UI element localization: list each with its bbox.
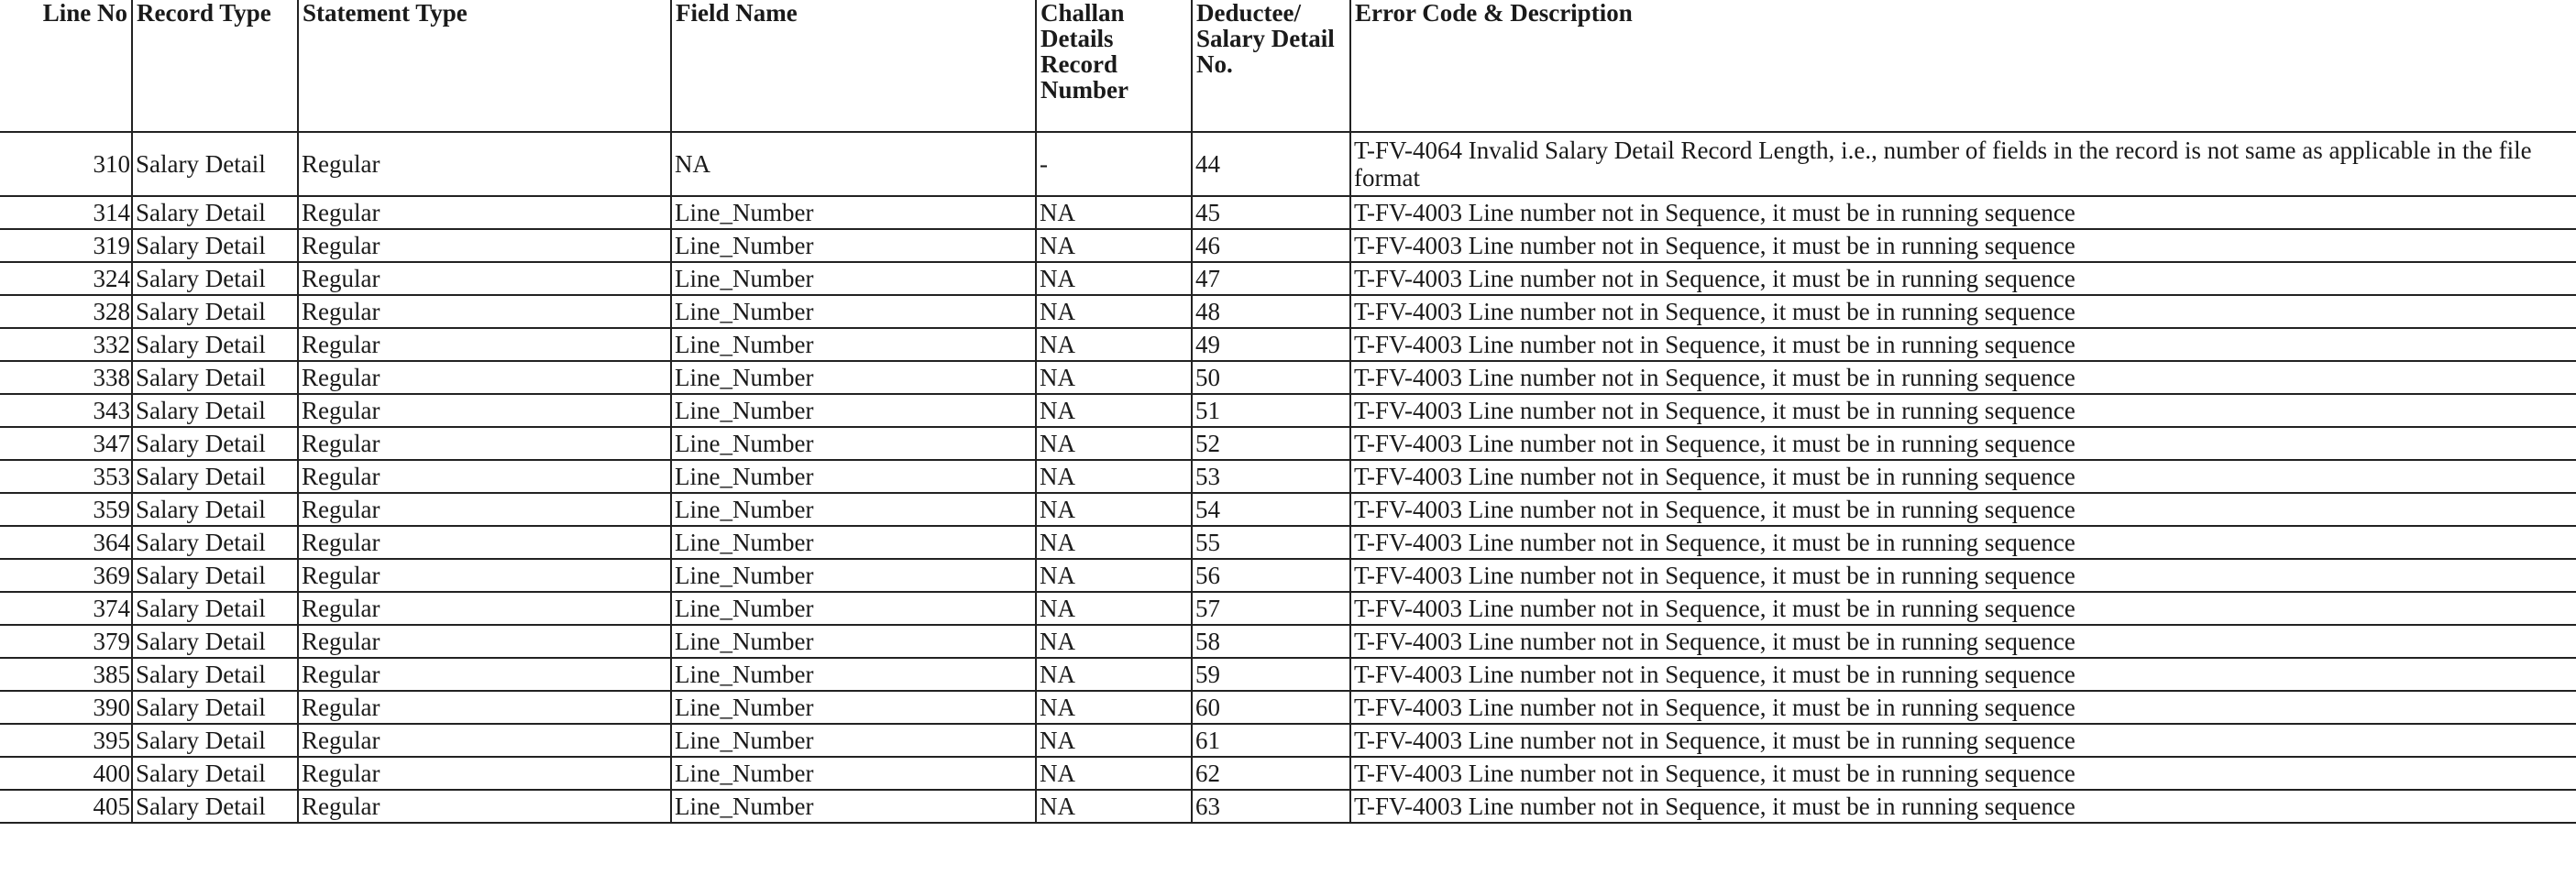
challan-cell: NA	[1036, 559, 1192, 592]
record-type-cell: Salary Detail	[132, 757, 298, 790]
line-no-cell: 369	[0, 559, 132, 592]
table-row	[0, 691, 2576, 724]
field-name-cell: Line_Number	[671, 295, 1036, 328]
record-type-cell: Salary Detail	[132, 394, 298, 427]
deductee-cell: 45	[1192, 196, 1350, 229]
field-name-cell: Line_Number	[671, 493, 1036, 526]
line-no-cell: 395	[0, 724, 132, 757]
statement-type-cell: Regular	[298, 361, 671, 394]
line-no-cell: 390	[0, 691, 132, 724]
record-type-cell: Salary Detail	[132, 493, 298, 526]
challan-cell: NA	[1036, 658, 1192, 691]
table-row	[0, 229, 2576, 262]
table-row	[0, 658, 2576, 691]
record-type-cell: Salary Detail	[132, 196, 298, 229]
deductee-cell: 44	[1192, 132, 1350, 196]
deductee-cell: 53	[1192, 460, 1350, 493]
table-row	[0, 724, 2576, 757]
line-no-cell: 347	[0, 427, 132, 460]
error-description-cell: T-FV-4003 Line number not in Sequence, it must be in running sequence	[1350, 196, 2576, 229]
line-no-cell: 338	[0, 361, 132, 394]
record-type-cell: Salary Detail	[132, 790, 298, 823]
table-row	[0, 493, 2576, 526]
error-description-cell: T-FV-4003 Line number not in Sequence, it must be in running sequence	[1350, 229, 2576, 262]
line-no-cell: 328	[0, 295, 132, 328]
error-description-cell: T-FV-4003 Line number not in Sequence, it must be in running sequence	[1350, 724, 2576, 757]
deductee-cell: 52	[1192, 427, 1350, 460]
table-row	[0, 132, 2576, 196]
record-type-cell: Salary Detail	[132, 132, 298, 196]
deductee-cell: 47	[1192, 262, 1350, 295]
line-no-cell: 405	[0, 790, 132, 823]
error-description-cell: T-FV-4003 Line number not in Sequence, it must be in running sequence	[1350, 394, 2576, 427]
challan-cell: NA	[1036, 526, 1192, 559]
table-row	[0, 328, 2576, 361]
field-name-cell: Line_Number	[671, 625, 1036, 658]
error-description-cell: T-FV-4003 Line number not in Sequence, it must be in running sequence	[1350, 427, 2576, 460]
table-row	[0, 295, 2576, 328]
statement-type-cell: Regular	[298, 625, 671, 658]
field-name-cell: Line_Number	[671, 361, 1036, 394]
line-no-cell: 385	[0, 658, 132, 691]
record-type-cell: Salary Detail	[132, 262, 298, 295]
line-no-cell: 359	[0, 493, 132, 526]
deductee-cell: 59	[1192, 658, 1350, 691]
table-row	[0, 757, 2576, 790]
challan-cell: NA	[1036, 625, 1192, 658]
line-no-cell: 374	[0, 592, 132, 625]
field-name-cell: Line_Number	[671, 757, 1036, 790]
table-row	[0, 592, 2576, 625]
header-statement-type: Statement Type	[298, 0, 671, 132]
deductee-cell: 48	[1192, 295, 1350, 328]
table-header-row	[0, 0, 2576, 132]
challan-cell: NA	[1036, 691, 1192, 724]
record-type-cell: Salary Detail	[132, 229, 298, 262]
table-row	[0, 559, 2576, 592]
table-row	[0, 196, 2576, 229]
line-no-cell: 400	[0, 757, 132, 790]
deductee-cell: 58	[1192, 625, 1350, 658]
challan-cell: NA	[1036, 295, 1192, 328]
statement-type-cell: Regular	[298, 691, 671, 724]
deductee-cell: 57	[1192, 592, 1350, 625]
deductee-cell: 49	[1192, 328, 1350, 361]
challan-cell: -	[1036, 132, 1192, 196]
field-name-cell: Line_Number	[671, 658, 1036, 691]
error-description-cell: T-FV-4003 Line number not in Sequence, it must be in running sequence	[1350, 493, 2576, 526]
challan-cell: NA	[1036, 592, 1192, 625]
challan-cell: NA	[1036, 724, 1192, 757]
record-type-cell: Salary Detail	[132, 427, 298, 460]
line-no-cell: 364	[0, 526, 132, 559]
error-description-cell: T-FV-4003 Line number not in Sequence, it must be in running sequence	[1350, 460, 2576, 493]
statement-type-cell: Regular	[298, 427, 671, 460]
statement-type-cell: Regular	[298, 757, 671, 790]
deductee-cell: 46	[1192, 229, 1350, 262]
statement-type-cell: Regular	[298, 790, 671, 823]
field-name-cell: Line_Number	[671, 559, 1036, 592]
line-no-cell: 332	[0, 328, 132, 361]
error-description-cell: T-FV-4003 Line number not in Sequence, it must be in running sequence	[1350, 559, 2576, 592]
statement-type-cell: Regular	[298, 592, 671, 625]
statement-type-cell: Regular	[298, 132, 671, 196]
statement-type-cell: Regular	[298, 658, 671, 691]
challan-cell: NA	[1036, 757, 1192, 790]
table-row	[0, 460, 2576, 493]
field-name-cell: Line_Number	[671, 592, 1036, 625]
statement-type-cell: Regular	[298, 460, 671, 493]
field-name-cell: Line_Number	[671, 460, 1036, 493]
error-description-cell: T-FV-4003 Line number not in Sequence, it must be in running sequence	[1350, 757, 2576, 790]
error-description-cell: T-FV-4003 Line number not in Sequence, it must be in running sequence	[1350, 361, 2576, 394]
error-description-cell: T-FV-4064 Invalid Salary Detail Record Length, i.e., number of fields in the record is not same as applicable in the file format	[1350, 132, 2576, 196]
field-name-cell: Line_Number	[671, 229, 1036, 262]
statement-type-cell: Regular	[298, 295, 671, 328]
field-name-cell: NA	[671, 132, 1036, 196]
record-type-cell: Salary Detail	[132, 526, 298, 559]
line-no-cell: 353	[0, 460, 132, 493]
statement-type-cell: Regular	[298, 262, 671, 295]
table-row	[0, 361, 2576, 394]
statement-type-cell: Regular	[298, 196, 671, 229]
line-no-cell: 314	[0, 196, 132, 229]
line-no-cell: 324	[0, 262, 132, 295]
header-deductee-salary-detail-no: Deductee/ Salary Detail No.	[1192, 0, 1350, 132]
record-type-cell: Salary Detail	[132, 724, 298, 757]
field-name-cell: Line_Number	[671, 691, 1036, 724]
table-row	[0, 394, 2576, 427]
error-description-cell: T-FV-4003 Line number not in Sequence, it must be in running sequence	[1350, 295, 2576, 328]
challan-cell: NA	[1036, 361, 1192, 394]
record-type-cell: Salary Detail	[132, 625, 298, 658]
error-description-cell: T-FV-4003 Line number not in Sequence, it must be in running sequence	[1350, 328, 2576, 361]
header-line-no: Line No	[0, 0, 132, 132]
deductee-cell: 62	[1192, 757, 1350, 790]
error-description-cell: T-FV-4003 Line number not in Sequence, it must be in running sequence	[1350, 790, 2576, 823]
deductee-cell: 56	[1192, 559, 1350, 592]
deductee-cell: 54	[1192, 493, 1350, 526]
deductee-cell: 50	[1192, 361, 1350, 394]
deductee-cell: 55	[1192, 526, 1350, 559]
challan-cell: NA	[1036, 196, 1192, 229]
line-no-cell: 343	[0, 394, 132, 427]
deductee-cell: 63	[1192, 790, 1350, 823]
challan-cell: NA	[1036, 790, 1192, 823]
deductee-cell: 51	[1192, 394, 1350, 427]
statement-type-cell: Regular	[298, 493, 671, 526]
error-description-cell: T-FV-4003 Line number not in Sequence, it must be in running sequence	[1350, 526, 2576, 559]
deductee-cell: 61	[1192, 724, 1350, 757]
header-field-name: Field Name	[671, 0, 1036, 132]
statement-type-cell: Regular	[298, 526, 671, 559]
record-type-cell: Salary Detail	[132, 328, 298, 361]
line-no-cell: 319	[0, 229, 132, 262]
table-row	[0, 262, 2576, 295]
field-name-cell: Line_Number	[671, 427, 1036, 460]
statement-type-cell: Regular	[298, 724, 671, 757]
field-name-cell: Line_Number	[671, 196, 1036, 229]
error-description-cell: T-FV-4003 Line number not in Sequence, it must be in running sequence	[1350, 592, 2576, 625]
challan-cell: NA	[1036, 262, 1192, 295]
challan-cell: NA	[1036, 328, 1192, 361]
statement-type-cell: Regular	[298, 328, 671, 361]
field-name-cell: Line_Number	[671, 328, 1036, 361]
header-record-type: Record Type	[132, 0, 298, 132]
record-type-cell: Salary Detail	[132, 361, 298, 394]
record-type-cell: Salary Detail	[132, 559, 298, 592]
error-description-cell: T-FV-4003 Line number not in Sequence, it must be in running sequence	[1350, 691, 2576, 724]
table-row	[0, 427, 2576, 460]
field-name-cell: Line_Number	[671, 724, 1036, 757]
error-description-cell: T-FV-4003 Line number not in Sequence, it must be in running sequence	[1350, 262, 2576, 295]
challan-cell: NA	[1036, 229, 1192, 262]
field-name-cell: Line_Number	[671, 394, 1036, 427]
record-type-cell: Salary Detail	[132, 295, 298, 328]
table-row	[0, 625, 2576, 658]
line-no-cell: 379	[0, 625, 132, 658]
record-type-cell: Salary Detail	[132, 592, 298, 625]
table-row	[0, 526, 2576, 559]
statement-type-cell: Regular	[298, 559, 671, 592]
record-type-cell: Salary Detail	[132, 658, 298, 691]
line-no-cell: 310	[0, 132, 132, 196]
record-type-cell: Salary Detail	[132, 460, 298, 493]
challan-cell: NA	[1036, 460, 1192, 493]
statement-type-cell: Regular	[298, 229, 671, 262]
error-description-cell: T-FV-4003 Line number not in Sequence, it must be in running sequence	[1350, 658, 2576, 691]
header-error-code-description: Error Code & Description	[1350, 0, 2576, 132]
field-name-cell: Line_Number	[671, 790, 1036, 823]
challan-cell: NA	[1036, 394, 1192, 427]
header-challan-record-number: Challan Details Record Number	[1036, 0, 1192, 132]
field-name-cell: Line_Number	[671, 262, 1036, 295]
challan-cell: NA	[1036, 493, 1192, 526]
statement-type-cell: Regular	[298, 394, 671, 427]
record-type-cell: Salary Detail	[132, 691, 298, 724]
error-description-cell: T-FV-4003 Line number not in Sequence, it must be in running sequence	[1350, 625, 2576, 658]
deductee-cell: 60	[1192, 691, 1350, 724]
challan-cell: NA	[1036, 427, 1192, 460]
table-row	[0, 790, 2576, 823]
field-name-cell: Line_Number	[671, 526, 1036, 559]
